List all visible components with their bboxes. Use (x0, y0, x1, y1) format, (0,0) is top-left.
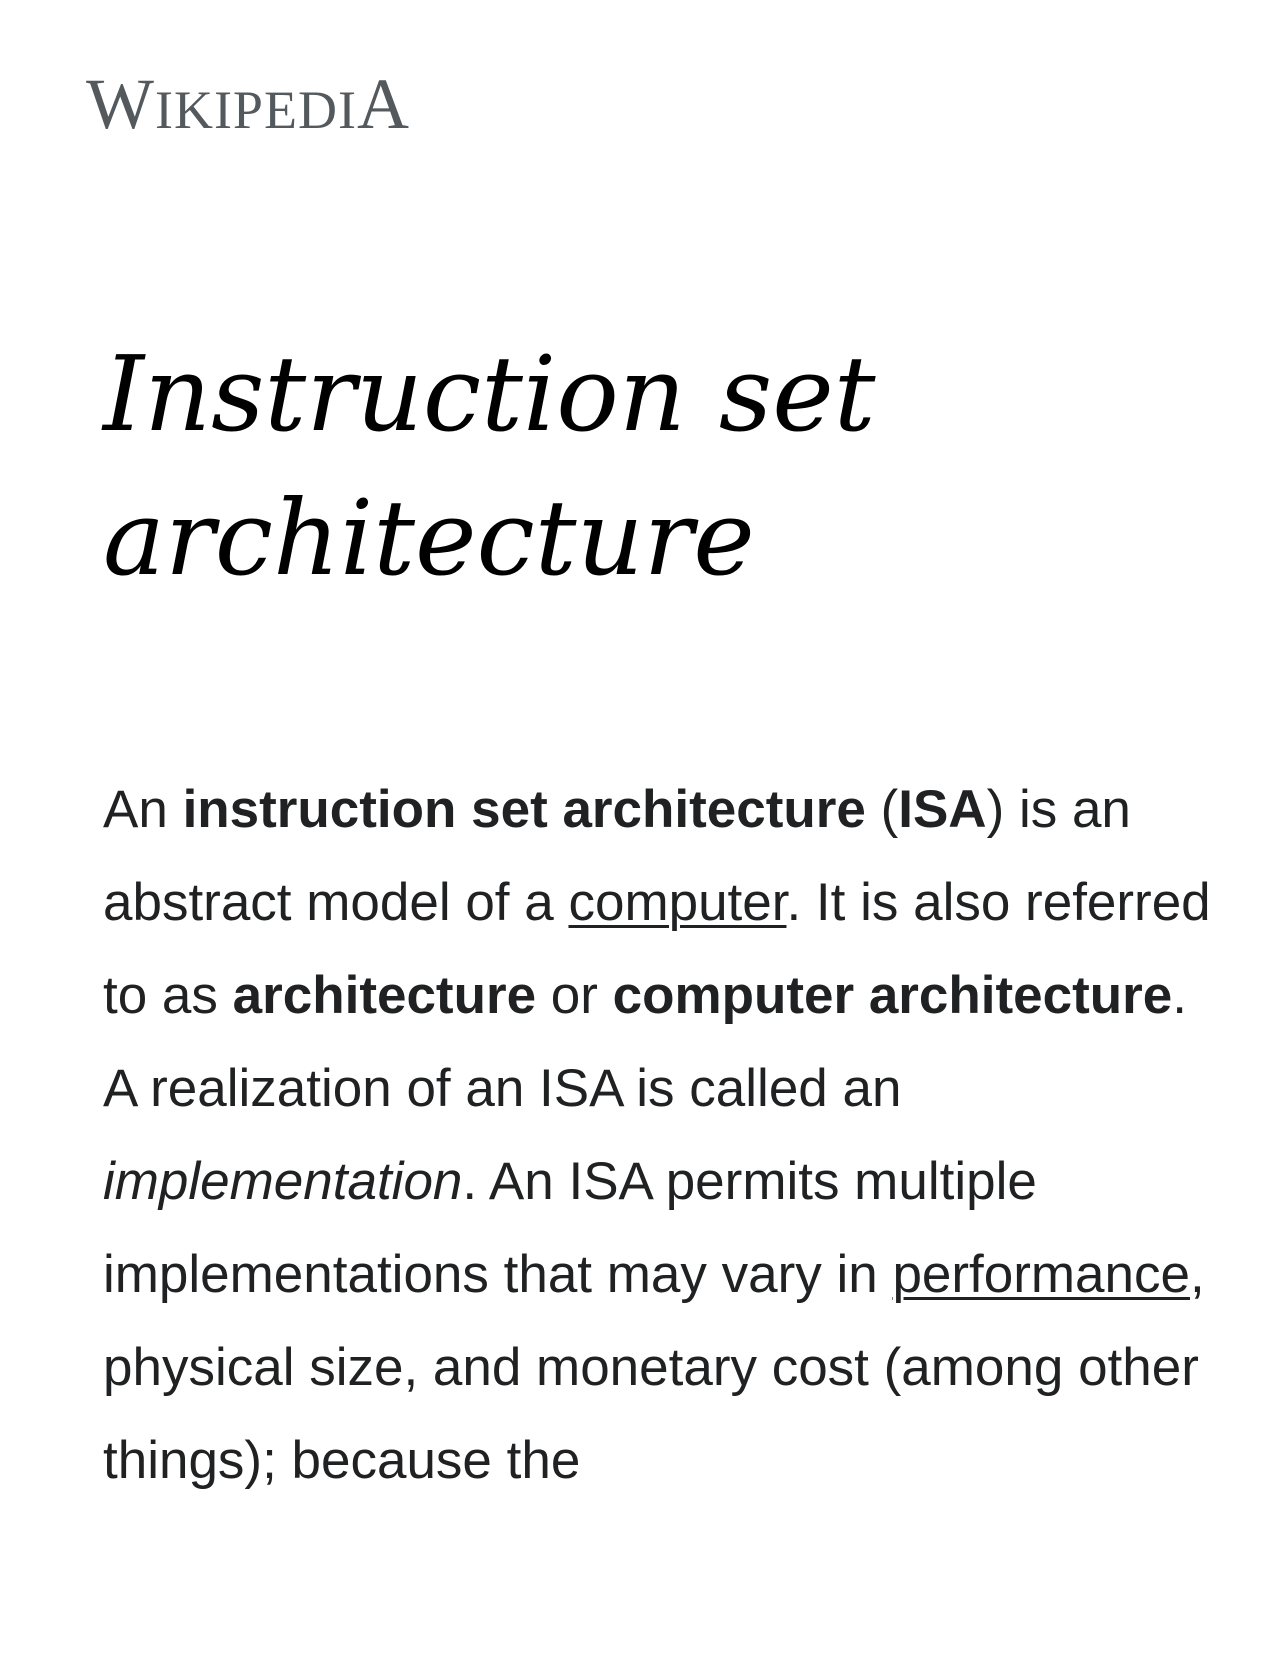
logo-letters-middle: IKIPEDI (154, 80, 357, 140)
italic-term-implementation: implementation (103, 1152, 463, 1211)
wikipedia-logo[interactable] (86, 64, 410, 144)
lead-text: or (536, 966, 613, 1025)
lead-text: An (103, 780, 183, 839)
bold-term-computer-architecture: computer architecture (612, 966, 1173, 1025)
lead-text: . A realization of an ISA is called an (103, 966, 1187, 1118)
bold-term-architecture: architecture (232, 966, 537, 1025)
logo-letter-w: W (86, 64, 155, 144)
bold-term-isa-full: instruction set architecture (182, 780, 866, 839)
link-computer[interactable]: computer (568, 873, 787, 932)
logo-letter-a: A (356, 64, 410, 144)
lead-text: ) is an abstract model of a (103, 780, 1131, 932)
bold-term-isa-abbr: ISA (898, 780, 987, 839)
lead-text: . It is also referred to as (103, 873, 1211, 1025)
link-performance[interactable]: performance (892, 1245, 1190, 1304)
lead-paragraph (103, 763, 1213, 1507)
lead-text: . An ISA permits multiple implementations that may vary in (103, 1152, 1037, 1304)
lead-text: , physical size, and monetary cost (among other things); because the (103, 1245, 1205, 1490)
lead-text: ( (865, 780, 899, 839)
page-title: Instruction set architecture (103, 333, 876, 599)
